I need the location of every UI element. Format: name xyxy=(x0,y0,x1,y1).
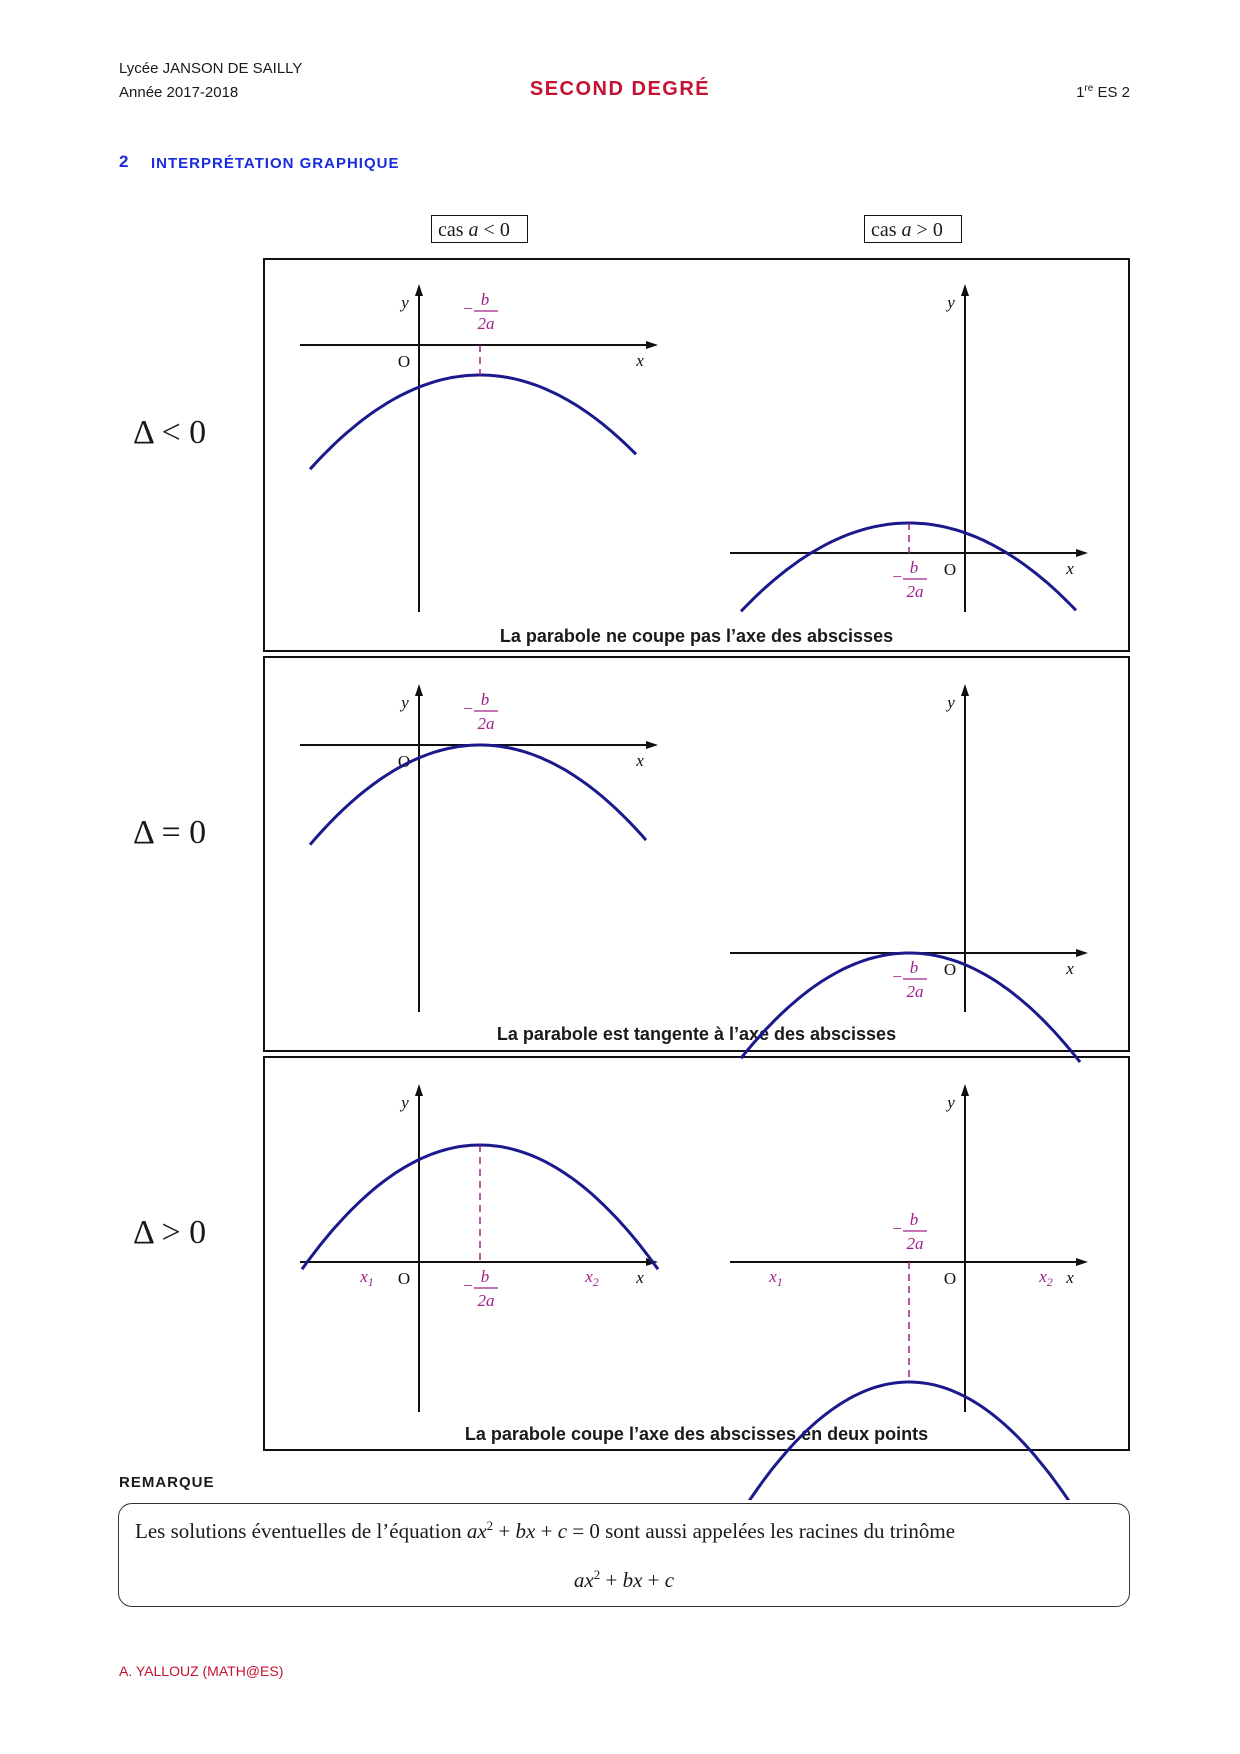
vertex-numerator: b xyxy=(480,1267,490,1286)
delta-positive-label: Δ > 0 xyxy=(133,1214,207,1251)
parabola-curve xyxy=(310,375,636,469)
vertex-denominator: 2a xyxy=(906,982,924,1001)
origin-label: O xyxy=(943,960,957,979)
y-axis-arrow xyxy=(961,684,969,696)
class-label: 1re ES 2 xyxy=(1076,83,1130,101)
x-axis-label: x xyxy=(1066,959,1074,978)
footer-author: A. YALLOUZ (MATH@ES) xyxy=(119,1663,284,1679)
root-x2-label: $x_2$ xyxy=(1039,1267,1053,1289)
parabola-curve xyxy=(733,1382,1089,1500)
x-axis-arrow xyxy=(1076,949,1088,957)
root-x1-label: $x_1$ xyxy=(769,1267,783,1289)
delta-negative-label: Δ < 0 xyxy=(133,414,207,451)
parabola-curve xyxy=(310,745,646,845)
x-axis-arrow xyxy=(1076,1258,1088,1266)
remark-title: REMARQUE xyxy=(119,1474,215,1491)
vertex-numerator: b xyxy=(909,558,919,577)
vertex-minus-sign: − xyxy=(892,567,902,586)
origin-label: O xyxy=(397,752,411,771)
section-number: 2 xyxy=(119,152,129,171)
x-axis-label: x xyxy=(636,351,644,370)
school-name: Lycée JANSON DE SAILLY xyxy=(119,60,303,77)
y-axis-arrow xyxy=(415,284,423,296)
x-axis-arrow xyxy=(1076,549,1088,557)
vertex-minus-sign: − xyxy=(463,299,473,318)
remark-box xyxy=(118,1503,1130,1607)
y-axis-label: y xyxy=(401,693,409,712)
vertex-denominator: 2a xyxy=(477,1291,495,1310)
root-x1-label: $x_1$ xyxy=(360,1267,374,1289)
y-axis-label: y xyxy=(947,1093,955,1112)
y-axis-arrow xyxy=(415,684,423,696)
y-axis-label: y xyxy=(947,693,955,712)
y-axis-label: y xyxy=(947,293,955,312)
y-axis-arrow xyxy=(961,284,969,296)
vertex-minus-sign: − xyxy=(892,967,902,986)
case-a-positive-label: cas a > 0 xyxy=(864,215,962,243)
panel-caption: La parabole ne coupe pas l’axe des abscisses xyxy=(499,626,894,646)
vertex-numerator: b xyxy=(909,958,919,977)
x-axis-arrow xyxy=(646,341,658,349)
x-axis-label: x xyxy=(1066,1268,1074,1287)
x-axis-label: x xyxy=(636,751,644,770)
x-axis-label: x xyxy=(1066,559,1074,578)
vertex-minus-sign: − xyxy=(892,1219,902,1238)
vertex-numerator: b xyxy=(909,1210,919,1229)
delta-zero-label: Δ = 0 xyxy=(133,814,207,851)
vertex-denominator: 2a xyxy=(906,1234,924,1253)
section-title: INTERPRÉTATION GRAPHIQUE xyxy=(151,155,400,172)
origin-label: O xyxy=(397,352,411,371)
y-axis-label: y xyxy=(401,293,409,312)
panel-caption: La parabole coupe l’axe des abscisses en deux points xyxy=(464,1424,929,1444)
vertex-numerator: b xyxy=(480,690,490,709)
origin-label: O xyxy=(943,1269,957,1288)
vertex-denominator: 2a xyxy=(477,714,495,733)
school-year: Année 2017-2018 xyxy=(119,84,239,101)
y-axis-label: y xyxy=(401,1093,409,1112)
x-axis-label: x xyxy=(636,1268,644,1287)
y-axis-arrow xyxy=(961,1084,969,1096)
page-title: SECOND DEGRÉ xyxy=(529,78,711,100)
origin-label: O xyxy=(397,1269,411,1288)
remark-text: Les solutions éventuelles de l’équation $ax^2$ + bx + c = 0 sont aussi appelées les racines du trinôme xyxy=(135,1518,956,1543)
vertex-minus-sign: − xyxy=(463,699,473,718)
vertex-denominator: 2a xyxy=(906,582,924,601)
vertex-minus-sign: − xyxy=(463,1276,473,1295)
panel-caption: La parabole est tangente à l’axe des abscisses xyxy=(496,1024,897,1044)
vertex-denominator: 2a xyxy=(477,314,495,333)
root-x2-label: $x_2$ xyxy=(585,1267,599,1289)
case-a-negative-label: cas a < 0 xyxy=(431,215,528,243)
x-axis-arrow xyxy=(646,741,658,749)
origin-label: O xyxy=(943,560,957,579)
vertex-numerator: b xyxy=(480,290,490,309)
y-axis-arrow xyxy=(415,1084,423,1096)
remark-trinomial: $ax^2$ + bx + c xyxy=(573,1567,675,1592)
